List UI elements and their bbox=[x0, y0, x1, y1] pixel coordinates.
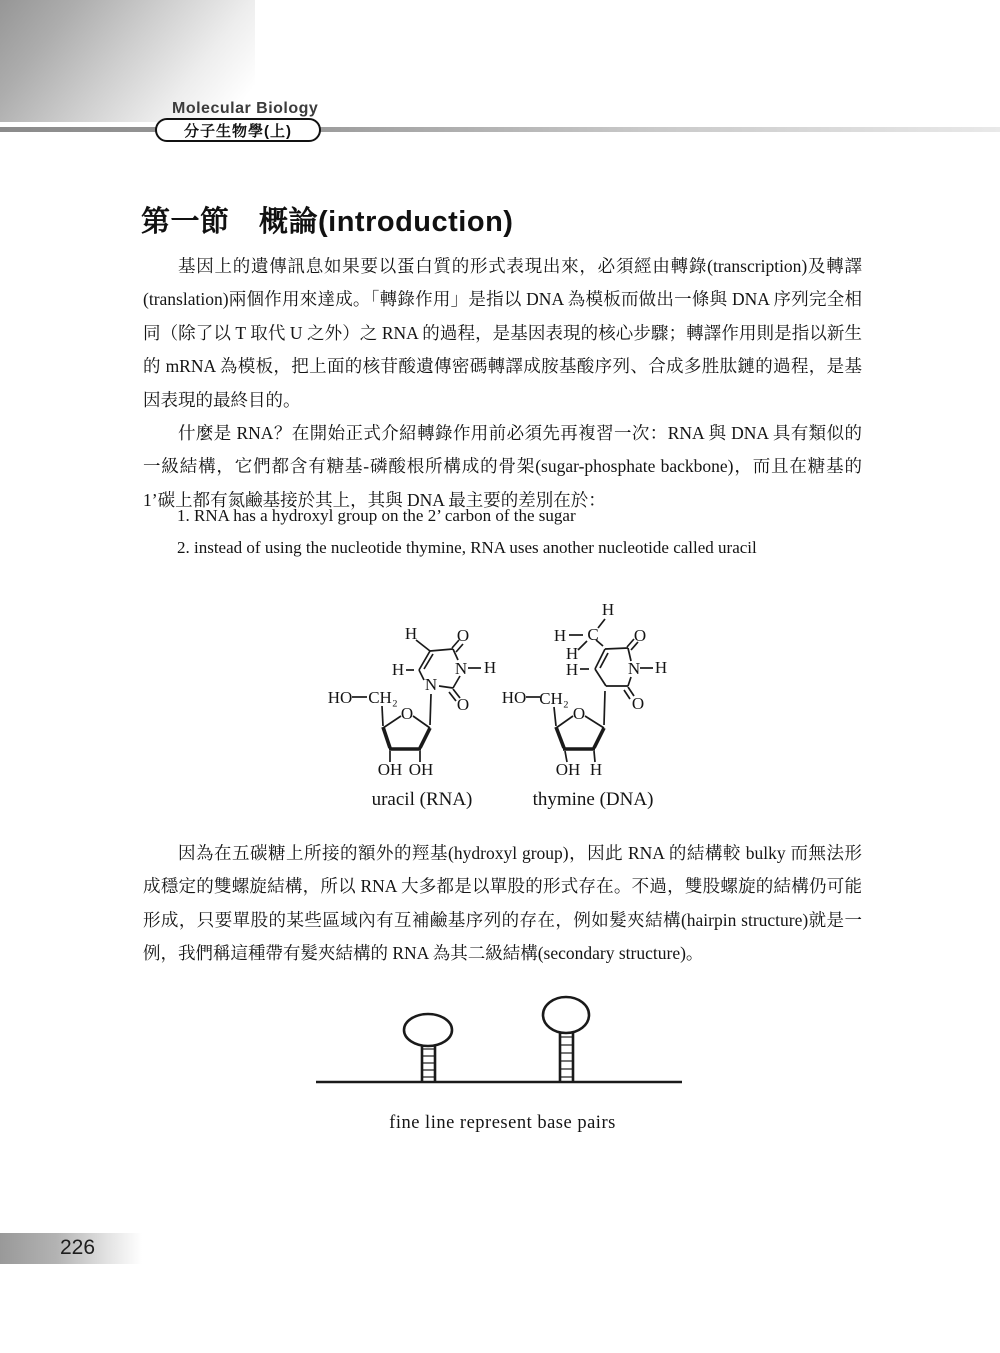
thymine-ho-group: HO bbox=[501, 688, 527, 707]
section-title: 第一節 概論(introduction) bbox=[141, 206, 514, 238]
uracil-o-atom: O bbox=[456, 626, 470, 645]
thymine-ch2-group: CH₂ bbox=[539, 689, 569, 708]
uracil-caption: uracil (RNA) bbox=[371, 789, 473, 810]
thymine-n-atom: N bbox=[627, 659, 641, 678]
uracil-h-atom: H bbox=[483, 658, 497, 677]
thymine-h-atom: H bbox=[565, 660, 579, 679]
uracil-structure-figure bbox=[310, 586, 510, 818]
thymine-h-atom: H bbox=[601, 600, 615, 619]
uracil-ring-o-atom: O bbox=[400, 704, 414, 723]
series-title: Molecular Biology bbox=[172, 100, 319, 117]
thymine-caption: thymine (DNA) bbox=[532, 789, 654, 810]
hairpin-structure-figure bbox=[313, 986, 685, 1098]
uracil-h-atom: H bbox=[391, 660, 405, 679]
thymine-structure-figure bbox=[488, 586, 698, 818]
thymine-h-atom: H bbox=[553, 626, 567, 645]
thymine-o-atom: O bbox=[631, 694, 645, 713]
header-rule-line bbox=[0, 127, 1000, 132]
uracil-o-atom: O bbox=[456, 695, 470, 714]
uracil-ho-group: HO bbox=[327, 688, 353, 707]
paragraph-secondary-structure: 因為在五碳糖上所接的額外的羥基(hydroxyl group)，因此 RNA 的結構較 bulky 而無法形成穩定的雙螺旋結構，所以 RNA 大多都是以單股的形式存在。不過，雙股螺旋的結構仍可能形成，只要單股的某些區域內有互補鹼基序列的存在，例如髮夾結構(hairpin structure)就是一例，我們稱這種帶有髮夾結構的 RNA 為其二級結構(secondary structure)。 bbox=[143, 843, 862, 964]
uracil-oh-group: OH bbox=[377, 760, 403, 779]
uracil-n-atom: N bbox=[424, 675, 438, 694]
thymine-oh-group: OH bbox=[555, 760, 581, 779]
uracil-n-atom: N bbox=[454, 659, 468, 678]
thymine-h-atom: H bbox=[565, 644, 579, 663]
thymine-methyl-c-atom: C bbox=[587, 625, 599, 644]
hairpin-strand bbox=[316, 997, 682, 1082]
thymine-h-atom: H bbox=[654, 658, 668, 677]
hairpin-caption: fine line represent base pairs bbox=[389, 1113, 616, 1133]
uracil-oh-group: OH bbox=[408, 760, 434, 779]
list-item-2: 2. instead of using the nucleotide thymine, RNA uses another nucleotide called uracil bbox=[177, 538, 757, 557]
paragraph-transcription-translation: 基因上的遺傳訊息如果要以蛋白質的形式表現出來，必須經由轉錄(transcription)及轉譯(translation)兩個作用來達成。「轉錄作用」是指以 DNA 為模板而做出一條與 DNA 序列完全相同（除了以 T 取代 U 之外）之 RNA 的過程，是基因表現的核心步驟；轉譯作用則是指以新生的 mRNA 為模板，把上面的核苷酸遺傳密碼轉譯成胺基酸序列、合成多胜肽鏈的過程，是基因表現的最終目的。 bbox=[143, 256, 862, 410]
rna-differences-list bbox=[177, 505, 877, 569]
book-title: 分子生物學(上) bbox=[184, 122, 292, 140]
thymine-ring-o-atom: O bbox=[572, 704, 586, 723]
uracil-ch2-group: CH₂ bbox=[368, 688, 398, 707]
paragraph-what-is-rna: 什麼是 RNA？在開始正式介紹轉錄作用前必須先再複習一次：RNA 與 DNA 具有類似的一級結構，它們都含有糖基-磷酸根所構成的骨架(sugar-phosphate backbone)，而且在糖基的 1’碳上都有氮鹼基接於其上，其與 DNA 最主要的差別在於： bbox=[143, 423, 862, 510]
thymine-h-atom: H bbox=[589, 760, 603, 779]
thymine-o-atom: O bbox=[633, 626, 647, 645]
uracil-h-atom: H bbox=[404, 624, 418, 643]
page-number: 226 bbox=[60, 1236, 96, 1259]
book-title-badge bbox=[155, 118, 321, 142]
list-item-1: 1. RNA has a hydroxyl group on the 2’ carbon of the sugar bbox=[177, 506, 576, 525]
